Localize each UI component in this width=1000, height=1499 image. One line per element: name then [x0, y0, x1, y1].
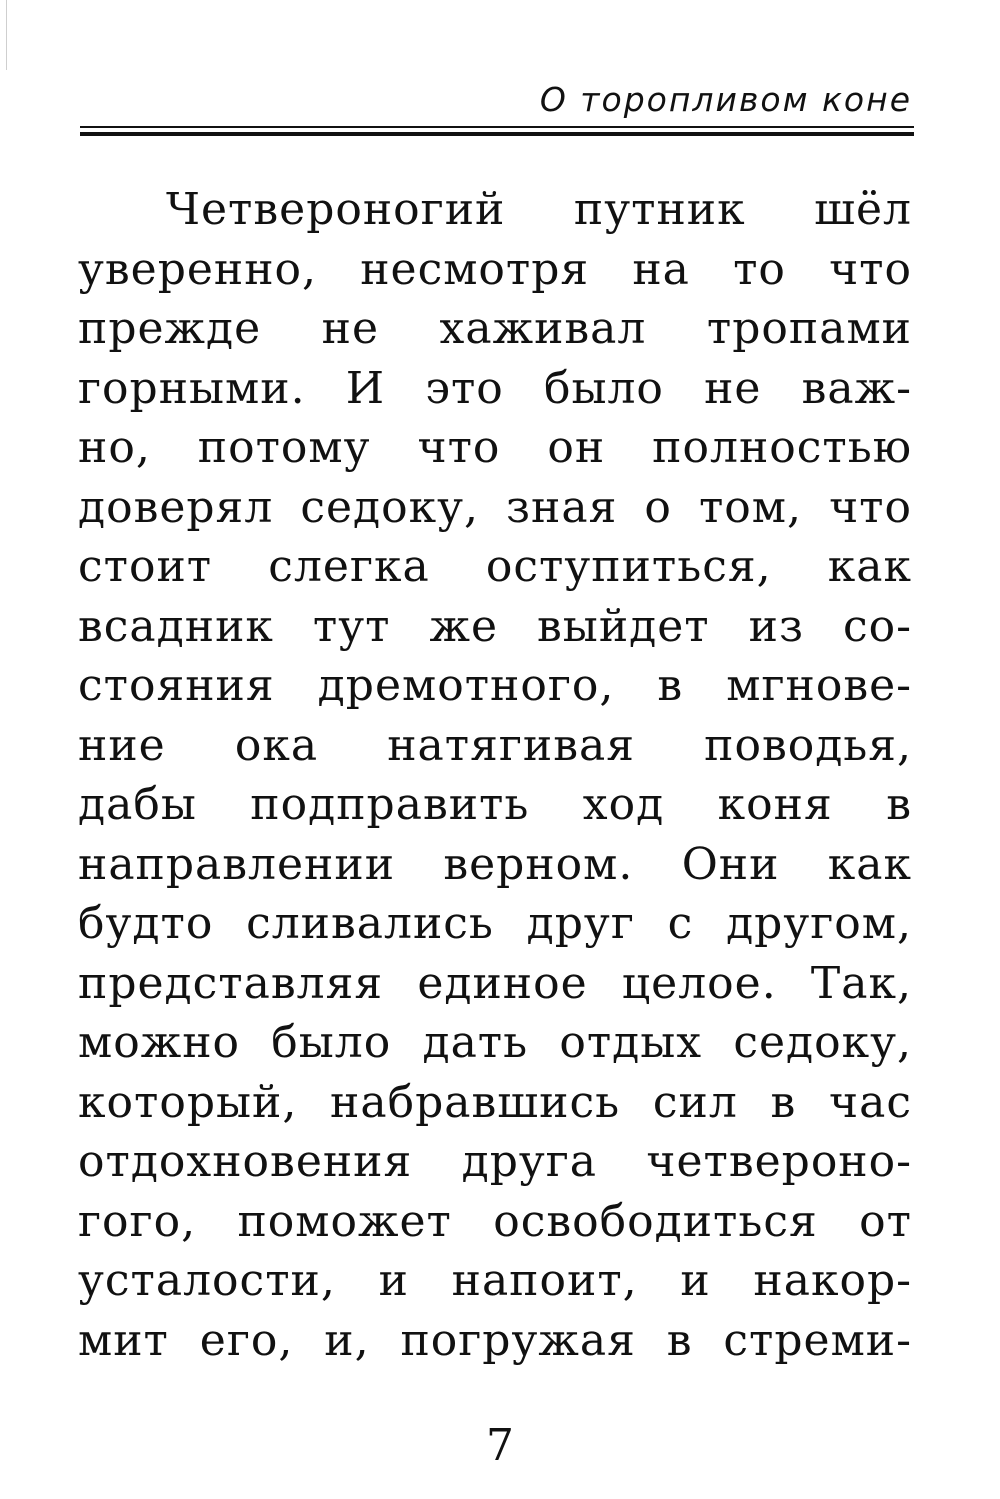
text-line: Четвероногий путник шёл [166, 184, 912, 235]
text-line: уверенно, несмотря на то что [78, 243, 912, 295]
text-line: дабы подправить ход коня в [78, 779, 912, 830]
text-line: всадник тут же выйдет из со- [78, 600, 912, 652]
text-line: будто сливались друг с другом, [78, 898, 912, 949]
text-line: доверял седоку, зная о том, что [78, 481, 912, 533]
text-line: усталости, и напоит, и накор- [78, 1255, 912, 1306]
text-line: стояния дремотного, в мгнове- [78, 660, 912, 711]
text-line: мит его, и, погружая в стреми- [78, 1314, 912, 1366]
text-line: ние ока натягивая поводья, [78, 719, 912, 771]
text-line: направлении верном. Они как [78, 838, 912, 890]
text-line: горными. И это было не важ- [78, 362, 912, 414]
text-line: отдохновения друга четвероно- [78, 1136, 912, 1187]
text-line: прежде не хаживал тропами [78, 303, 912, 354]
text-line: но, потому что он полностью [78, 422, 912, 473]
text-line: который, набравшись сил в час [78, 1076, 912, 1128]
header-rule-thick [80, 132, 914, 136]
page-edge-mark [6, 0, 7, 70]
body-text [78, 180, 912, 1370]
running-title: О торопливом коне [539, 80, 912, 119]
text-line: представляя единое целое. Так, [78, 957, 912, 1009]
text-line: стоит слегка оступиться, как [78, 541, 912, 592]
page-number: 7 [486, 1420, 514, 1471]
text-line: можно было дать отдых седоку, [78, 1017, 912, 1068]
text-line: гого, поможет освободиться от [78, 1195, 912, 1247]
header-rule-thin [80, 126, 914, 128]
